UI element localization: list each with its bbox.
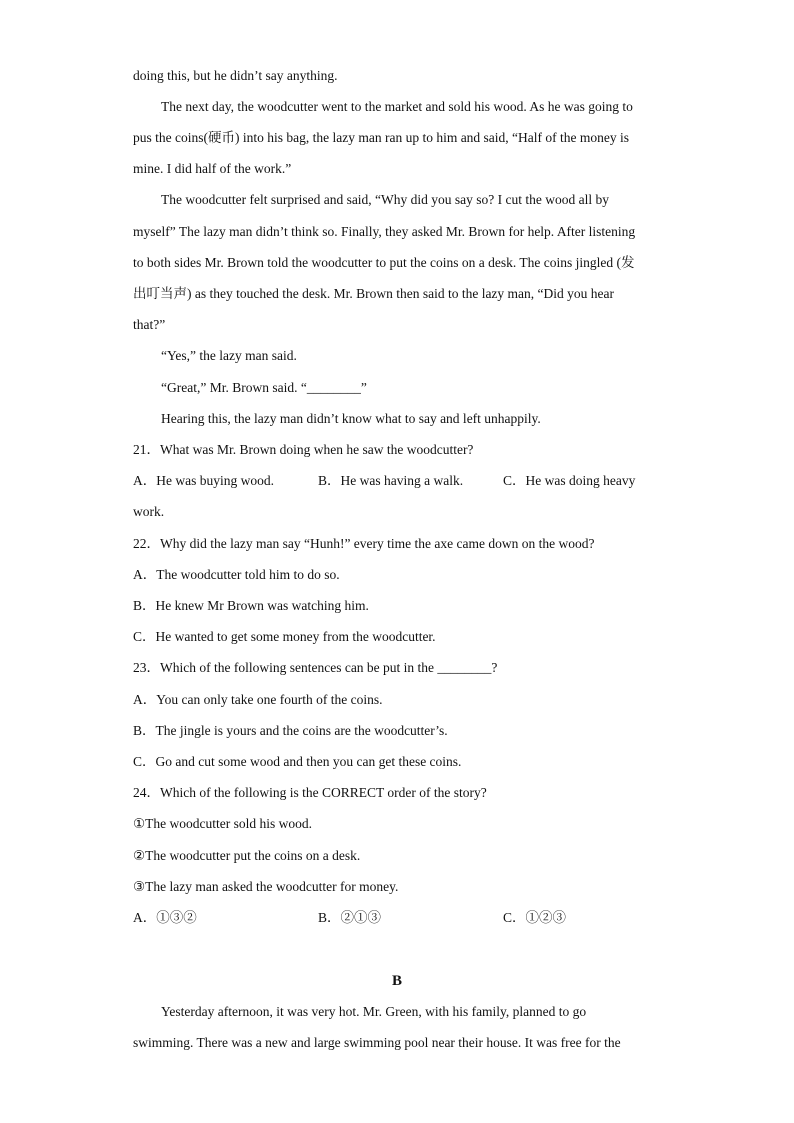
passage-line: 出叮当声) as they touched the desk. Mr. Brown then said to the lazy man, “Did you hear (133, 286, 615, 301)
question-24-stem: 24．Which of the following is the CORRECT order of the story? (133, 785, 487, 800)
question-23-option-c[interactable]: C．Go and cut some wood and then you can get these coins. (133, 754, 462, 769)
question-21-option-b[interactable]: B．He was having a walk. (318, 473, 464, 488)
question-23-option-b[interactable]: B．The jingle is yours and the coins are the woodcutter’s. (133, 723, 448, 738)
question-21-option-c-continued: work. (133, 504, 165, 519)
passage-line: The woodcutter felt surprised and said, “Why did you say so? I cut the wood all by (161, 192, 610, 207)
question-21-stem: 21．What was Mr. Brown doing when he saw the woodcutter? (133, 442, 474, 457)
passage-line: to both sides Mr. Brown told the woodcutter to put the coins on a desk. The coins jingled (发 (133, 255, 635, 270)
question-22-option-a[interactable]: A．The woodcutter told him to do so. (133, 567, 340, 582)
passage-line: Hearing this, the lazy man didn’t know what to say and left unhappily. (161, 411, 541, 426)
section-b-heading: B (391, 973, 402, 989)
question-24-option-c[interactable]: C．①②③ (503, 910, 567, 925)
question-22-stem: 22．Why did the lazy man say “Hunh!” every time the axe came down on the wood? (133, 536, 595, 551)
passage-line: pus the coins(硬币) into his bag, the lazy man ran up to him and said, “Half of the money is (133, 130, 630, 145)
question-23-stem: 23．Which of the following sentences can be put in the ________? (133, 660, 498, 675)
passage-line: mine. I did half of the work.” (133, 161, 292, 176)
passage-line: that?” (133, 317, 166, 332)
passage-line: “Yes,” the lazy man said. (161, 348, 297, 363)
passage-line: myself” The lazy man didn’t think so. Finally, they asked Mr. Brown for help. After listening (133, 224, 636, 239)
question-24-option-a[interactable]: A．①③② (133, 910, 197, 925)
passage-line: “Great,” Mr. Brown said. “________” (161, 380, 367, 395)
question-24-statement-3: ③The lazy man asked the woodcutter for money. (133, 879, 399, 894)
passage-line: doing this, but he didn’t say anything. (133, 68, 338, 83)
passage-line: The next day, the woodcutter went to the market and sold his wood. As he was going to (161, 99, 633, 114)
question-21-option-c[interactable]: C．He was doing heavy (503, 473, 636, 488)
question-24-option-b[interactable]: B．②①③ (318, 910, 382, 925)
section-b-line: Yesterday afternoon, it was very hot. Mr. Green, with his family, planned to go (161, 1004, 587, 1019)
question-22-option-b[interactable]: B．He knew Mr Brown was watching him. (133, 598, 369, 613)
question-23-option-a[interactable]: A．You can only take one fourth of the coins. (133, 692, 383, 707)
question-22-option-c[interactable]: C．He wanted to get some money from the woodcutter. (133, 629, 436, 644)
section-b-line: swimming. There was a new and large swimming pool near their house. It was free for the (133, 1035, 621, 1050)
question-21-option-a[interactable]: A．He was buying wood. (133, 473, 274, 488)
question-24-statement-2: ②The woodcutter put the coins on a desk. (133, 848, 361, 863)
question-24-statement-1: ①The woodcutter sold his wood. (133, 816, 312, 831)
